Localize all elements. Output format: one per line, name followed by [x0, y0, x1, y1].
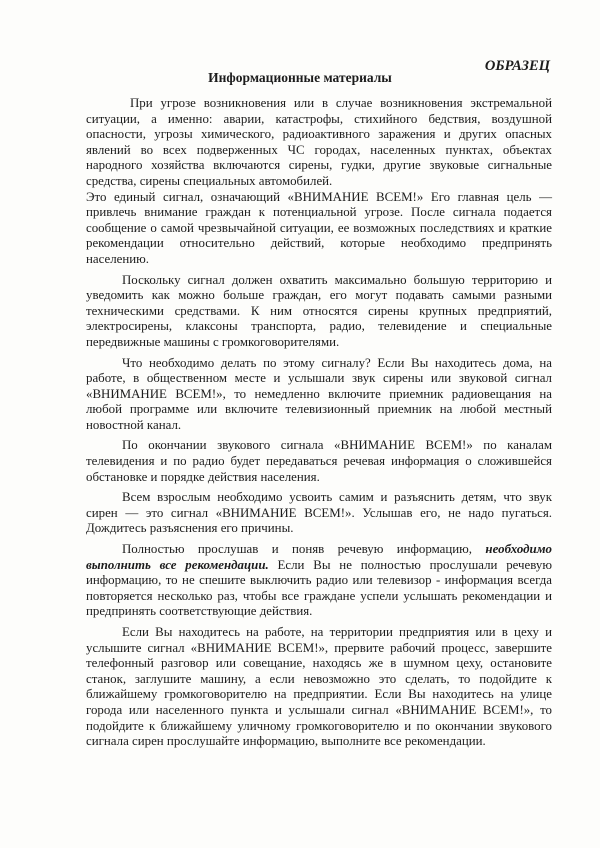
paragraph-4: Что необходимо делать по этому сигналу? Если Вы находитесь дома, на работе, в общественном месте и услышали звук сирены или звуковой сигнал «ВНИМАНИЕ ВСЕМ!», то немедленно включите приемник радиовещания на любой программе или включите телевизионный приемник на любой местный новостной канал.: [86, 355, 552, 432]
paragraph-7: [86, 542, 552, 620]
paragraph-5: По окончании звукового сигнала «ВНИМАНИЕ ВСЕМ!» по каналам телевидения и по радио будет передаваться речевая информация о сложившейся обстановке и порядке действия населения.: [86, 438, 552, 484]
paragraph-7-rest: Если Вы не полностью прослушали речевую информацию, то не спешите выключить радио или телевизор - информация всегда повторяется несколько раз, чтобы все граждане успели услышать рекомендации и предпринять соответствующие действия.: [86, 557, 552, 619]
sample-mark: ОБРАЗЕЦ: [484, 58, 550, 74]
paragraph-6: Всем взрослым необходимо усвоить самим и разъяснить детям, что звук сирен — это сигнал «ВНИМАНИЕ ВСЕМ!». Услышав его, не надо пугаться. Дождитесь разъяснения его причины.: [86, 490, 552, 536]
document-title: Информационные материалы: [208, 70, 392, 85]
paragraph-7-intro: Полностью прослушав и поняв речевую информацию,: [122, 542, 473, 557]
paragraph-1: При угрозе возникновения или в случае возникновения экстремальной ситуации, а именно: аварии, катастрофы, стихийного бедствия, воздушной опасности, угрозы химического, радиоактивного заражения и других опасных явлений во всех подверженных ЧС городах, населенных пунктах, объектах народного хозяйства включаются сирены, гудки, другие звуковые сигнальные средства, сирены специальных автомобилей.: [86, 96, 552, 188]
paragraph-8: Если Вы находитесь на работе, на территории предприятия или в цеху и услышите сигнал «ВНИМАНИЕ ВСЕМ!», прервите рабочий процесс, завершите телефонный разговор или совещание, находясь же в шумном цеху, остановите станок, заглушите машину, а если невозможно это сделать, то подойдите к ближайшему громкоговорителю на предприятии. Если Вы находитесь на улице города или населенного пункта и услышали сигнал «ВНИМАНИЕ ВСЕМ!», то подойдите к ближайшему уличному громкоговорителю и по окончании звукового сигнала сирен прослушайте информацию, выполните все рекомендации.: [86, 625, 552, 749]
paragraph-3: Поскольку сигнал должен охватить максимально большую территорию и уведомить как можно больше граждан, его могут подавать самыми разными техническими средствами. К ним относятся сирены крупных предприятий, электросирены, клаксоны транспорта, радио, телевидение и специальные передвижные машины с громкоговорителями.: [86, 272, 552, 349]
paragraph-7-emphasis: необходимо выполнить все рекомендации.: [86, 542, 552, 572]
paragraph-2: Это единый сигнал, означающий «ВНИМАНИЕ ВСЕМ!» Его главная цель — привлечь внимание граждан к потенциальной угрозе. После сигнала подается сообщение о самой чрезвычайной ситуации, ее возможных последствиях и краткие рекомендации относительно действий, которые необходимо предпринять населению.: [86, 189, 552, 266]
document-body: [86, 96, 552, 750]
